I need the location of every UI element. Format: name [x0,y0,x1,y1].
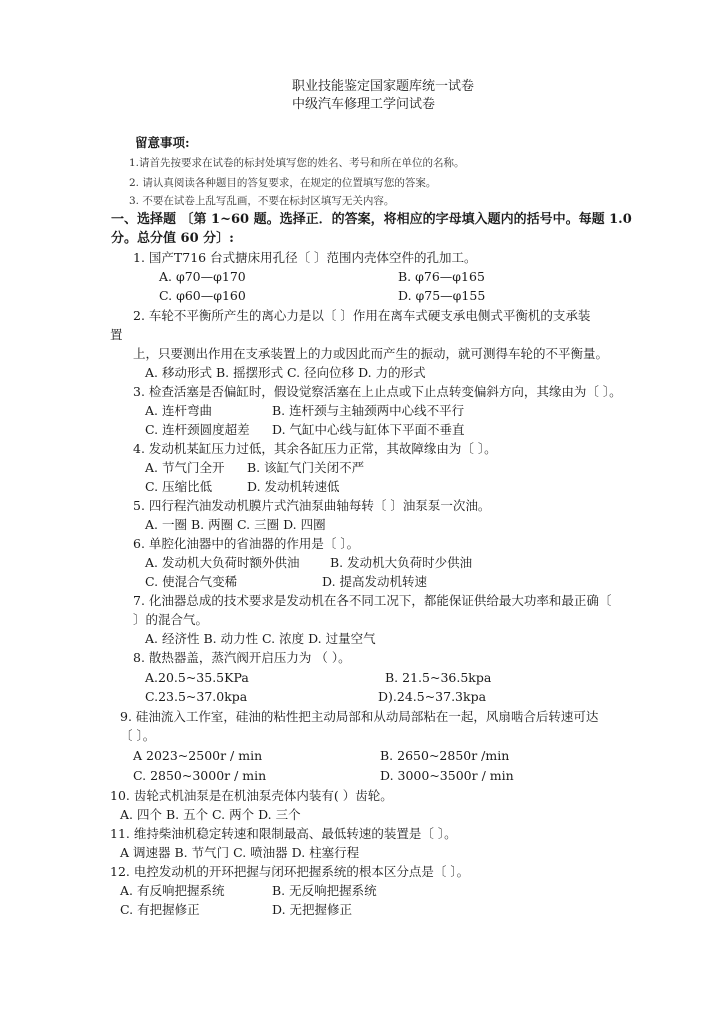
option-text: D. 无把握修正 [272,902,353,917]
option-text: B. 无反响把握系统 [272,883,377,898]
option-text: D. 3000~3500r / min [380,768,514,783]
option-text: C. 连杆颈圆度超差 [145,422,250,437]
question-stem: 12. 电控发动机的开环把握与闭环把握系统的根本区分点是〔 〕。 [110,864,470,879]
option-text: A.20.5~35.5KPa [145,670,249,685]
option-text: D. 发动机转速低 [247,479,340,494]
notice-item: 3. 不要在试卷上乱写乱画，不要在标封区填写无关内容。 [129,195,395,207]
option-text: D. 气缸中心线与缸体下平面不垂直 [272,422,465,437]
question-stem: 4. 发动机某缸压力过低，其余各缸压力正常，其故障缘由为〔 〕。 [133,441,497,456]
option-text: C.23.5~37.0kpa [145,689,248,704]
question-stem: 7. 化油器总成的技术要求是发动机在各不同工况下，都能保证供给最大功率和最正确〔 [133,593,612,608]
question-stem: 1. 国产T716 台式搪床用孔径〔 〕范围内壳体空件的孔加工。 [133,250,477,265]
question-stem: 5. 四行程汽油发动机膜片式汽油泵曲轴每转〔 〕油泵泵一次油。 [133,498,491,513]
exam-subtitle: 中级汽车修理工学问试卷 [292,97,436,112]
question-stem: 9. 硅油流入工作室，硅油的粘性把主动局部和从动局部粘在一起，风扇啮合后转速可达 [120,709,599,724]
question-stem: 2. 车轮不平衡所产生的离心力是以〔 〕作用在离车式硬支承电侧式平衡机的支承装 [133,308,591,323]
option-text: B. φ76—φ165 [398,269,485,284]
question-stem: 3. 检查活塞是否偏缸时，假设觉察活塞在上止点或下止点转变偏斜方向，其缘由为〔 〕。 [133,384,622,399]
option-text: D. 提高发动机转速 [322,574,428,589]
option-text: C. 压缩比低 [145,479,213,494]
option-text: D. φ75—φ155 [398,288,486,303]
question-stem: 10. 齿轮式机油泵是在机油泵壳体内装有( ）齿轮。 [110,788,393,803]
option-text: A. φ70—φ170 [159,269,246,284]
section-instruction: 分。总分值 60 分〕: [111,231,234,246]
question-stem: 11. 维持柴油机稳定转速和限制最高、最低转速的装置是〔 〕。 [110,826,457,841]
option-text: C. 使混合气变稀 [145,574,238,589]
option-text: A 调速器 B. 节气门 C. 喷油器 D. 柱塞行程 [120,845,360,860]
question-stem: 〕的混合气。 [133,612,209,627]
question-stem: 8. 散热器盖，蒸汽阀开启压力为 （ ）。 [133,650,351,665]
section-instruction: 一、选择题 〔第 1~60 题。选择正．的答案，将相应的字母填入题内的括号中。每题 1.0 [111,212,632,227]
option-text: A 2023~2500r / min [133,748,263,763]
question-stem: 〔 〕。 [120,728,156,743]
question-stem: 6. 单腔化油器中的省油器的作用是〔 〕。 [133,536,360,551]
option-text: A. 连杆弯曲 [145,403,212,418]
notice-heading: 留意事项: [135,135,190,150]
option-text: B. 发动机大负荷时少供油 [330,555,473,570]
option-text: B. 连杆颈与主轴颈两中心线不平行 [272,403,465,418]
option-text: A. 四个 B. 五个 C. 两个 D. 三个 [120,807,301,822]
notice-item: 1.请首先按要求在试卷的标封处填写您的姓名、考号和所在单位的名称。 [129,157,465,169]
option-text: B. 2650~2850r /min [380,748,510,763]
option-text: B. 该缸气门关闭不严 [247,460,365,475]
option-text: A. 发动机大负荷时额外供油 [145,555,300,570]
option-text: A. 经济性 B. 动力性 C. 浓度 D. 过量空气 [145,631,376,646]
option-text: C. 2850~3000r / min [133,768,267,783]
question-stem: 置 [110,327,123,342]
option-text: C. 有把握修正 [120,902,200,917]
option-text: C. φ60—φ160 [159,288,246,303]
option-text: A. 有反响把握系统 [120,883,225,898]
option-text: A. 节气门全开 [145,460,225,475]
notice-item: 2. 请认真阅读各种题目的答复要求，在规定的位置填写您的答案。 [129,177,437,189]
exam-title: 职业技能鉴定国家题库统一试卷 [292,79,475,94]
question-stem: 上，只要测出作用在支承装置上的力或因此而产生的振动，就可测得车轮的不平衡量。 [133,346,609,361]
option-text: D).24.5~37.3kpa [378,689,487,704]
option-text: B. 21.5~36.5kpa [385,670,492,685]
option-text: A. 移动形式 B. 摇摆形式 C. 径向位移 D. 力的形式 [145,365,426,380]
option-text: A. 一圈 B. 两圈 C. 三圈 D. 四圈 [145,517,326,532]
